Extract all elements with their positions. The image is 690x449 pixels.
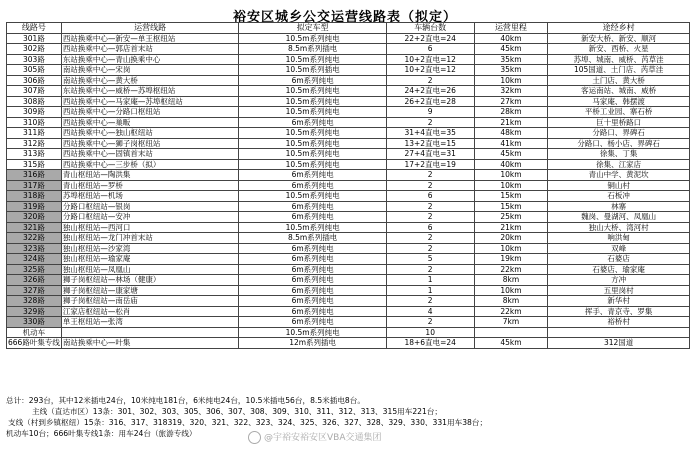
header-route-path: 运营线路 [61,23,239,34]
vehicle-type-cell: 6m系列纯电 [239,75,386,86]
route-path-cell: 西站换乘中心—马家庵—苏埠枢纽站 [61,96,239,107]
table-row [7,170,690,181]
route-number-cell: 318路 [7,191,62,202]
vehicle-type-cell: 10.5m系列纯电 [239,327,386,338]
watermark [248,430,382,444]
table-row [7,191,690,202]
header-via-villages: 途经乡村 [548,23,690,34]
vehicle-type-cell: 6m系列纯电 [239,117,386,128]
vehicle-count-cell: 2 [386,264,474,275]
route-path-cell: 西站换乘中心—狮子岗枢纽站 [61,138,239,149]
table-row [7,75,690,86]
vehicle-count-cell: 6 [386,44,474,55]
route-path-cell: 独山枢纽站—西河口 [61,222,239,233]
table-header-row [7,23,690,34]
route-number-cell: 315路 [7,159,62,170]
via-villages-cell: 分路口、杨小店、界碑石 [548,138,690,149]
via-villages-cell: 五里岗村 [548,285,690,296]
mileage-cell: 8km [474,275,548,286]
mileage-cell: 10km [474,170,548,181]
route-number-cell: 316路 [7,170,62,181]
watermark-text: @宇裕安裕安区VBA交通集团 [264,433,382,443]
route-path-cell: 江家店枢纽站—松肖 [61,306,239,317]
route-number-cell: 320路 [7,212,62,223]
route-number-cell: 311路 [7,128,62,139]
vehicle-count-cell: 2 [386,212,474,223]
vehicle-type-cell: 6m系列纯电 [239,275,386,286]
route-path-cell: 狮子岗枢纽站—林场（健康） [61,275,239,286]
via-villages-cell: 客运南站、城南、威桥 [548,86,690,97]
route-number-cell: 317路 [7,180,62,191]
via-villages-cell: 土门店、黄大桥 [548,75,690,86]
route-number-cell: 330路 [7,317,62,328]
table-row [7,275,690,286]
via-villages-cell: 苏埠、城南、威桥、芮草洼 [548,54,690,65]
route-path-cell: 南站换乘中心—叶集 [61,338,239,349]
mileage-cell: 45km [474,149,548,160]
mileage-cell: 35km [474,65,548,76]
route-number-cell: 666路叶集专线 [8,338,60,347]
table-row [7,254,690,265]
mileage-cell: 19km [474,254,548,265]
table-row [7,54,690,65]
table-row [7,159,690,170]
vehicle-type-cell: 10.5m系列纯电 [239,86,386,97]
via-villages-cell: 马家庵、韩摆渡 [548,96,690,107]
mileage-cell: 21km [474,117,548,128]
vehicle-type-cell: 6m系列纯电 [239,264,386,275]
vehicle-type-cell: 10.5m系列纯电 [239,159,386,170]
route-path-cell [61,327,239,338]
route-path-cell: 西站换乘中心—新安—单王枢纽站 [61,33,239,44]
vehicle-count-cell: 2 [386,243,474,254]
route-path-cell: 独山枢纽站—沙家湾 [61,243,239,254]
route-number-cell: 312路 [7,138,62,149]
vehicle-type-cell: 6m系列纯电 [239,243,386,254]
route-number-cell: 329路 [7,306,62,317]
vehicle-count-cell: 10+2直电=12 [386,54,474,65]
vehicle-type-cell: 10.5m系列插电 [239,65,386,76]
vehicle-count-cell: 24+2直电=26 [386,86,474,97]
vehicle-type-cell: 10.5m系列纯电 [239,191,386,202]
table-row [7,317,690,328]
route-path-cell: 西站换乘中心—三步桥（拟） [61,159,239,170]
vehicle-type-cell: 6m系列纯电 [239,285,386,296]
mileage-cell: 20km [474,233,548,244]
mileage-cell: 35km [474,54,548,65]
route-path-cell: 分路口枢纽站—安冲 [61,212,239,223]
vehicle-type-cell: 6m系列纯电 [239,212,386,223]
route-path-cell: 苏埠枢纽站—机场 [61,191,239,202]
route-path-cell: 分路口枢纽站—银岗 [61,201,239,212]
table-row [7,222,690,233]
route-number-cell: 323路 [7,243,62,254]
mileage-cell: 22km [474,264,548,275]
vehicle-type-cell: 6m系列纯电 [239,296,386,307]
route-number-cell: 305路 [7,65,62,76]
route-number-cell: 324路 [7,254,62,265]
header-route-number: 线路号 [7,23,62,34]
vehicle-count-cell: 22+2直电=24 [386,33,474,44]
via-villages-cell: 105国道、土门店、芮草洼 [548,65,690,76]
vehicle-count-cell: 2 [386,233,474,244]
via-villages-cell: 徐集、江家店 [548,159,690,170]
route-path-cell: 东站换乘中心—威桥—苏埠枢纽站 [61,86,239,97]
table-row [7,285,690,296]
route-path-cell: 狮子岗枢纽站—南岳庙 [61,296,239,307]
table-row [7,86,690,97]
via-villages-cell: 巨十里桥路口 [548,117,690,128]
route-path-cell: 西站换乘中心—独山枢纽站 [61,128,239,139]
route-number-cell: 326路 [7,275,62,286]
vehicle-count-cell: 1 [386,275,474,286]
vehicle-count-cell: 2 [386,170,474,181]
mileage-cell: 8km [474,296,548,307]
vehicle-type-cell: 6m系列纯电 [239,317,386,328]
mileage-cell: 10km [474,180,548,191]
vehicle-type-cell: 10.5m系列纯电 [239,222,386,233]
note-special: 机动车10台；666叶集专线1条：用车24台（旅游专线） [6,429,197,438]
vehicle-count-cell: 31+4直电=35 [386,128,474,139]
route-number-cell: 313路 [7,149,62,160]
via-villages-cell: 林寨 [548,201,690,212]
route-number-cell: 321路 [7,222,62,233]
route-table [6,22,690,349]
via-villages-cell: 青山中学、黄泥坎 [548,170,690,181]
mileage-cell: 10km [474,285,548,296]
route-path-cell: 狮子岗枢纽站—康家塘 [61,285,239,296]
table-row [7,33,690,44]
vehicle-type-cell: 6m系列纯电 [239,201,386,212]
vehicle-type-cell: 6m系列纯电 [239,254,386,265]
table-row [7,149,690,160]
header-mileage: 运营里程 [474,23,548,34]
watermark-logo-icon [248,431,261,444]
vehicle-type-cell: 6m系列纯电 [239,306,386,317]
vehicle-count-cell: 6 [386,191,474,202]
mileage-cell: 41km [474,138,548,149]
vehicle-count-cell: 26+2直电=28 [386,96,474,107]
mileage-cell: 15km [474,191,548,202]
vehicle-count-cell: 10 [386,327,474,338]
mileage-cell: 40km [474,33,548,44]
route-number-cell: 机动车 [7,327,62,338]
mileage-cell: 45km [474,44,548,55]
table-row [7,128,690,139]
via-villages-cell: 新华村 [548,296,690,307]
route-path-cell: 青山枢纽站—陶洪集 [61,170,239,181]
via-villages-cell: 独山大桥、湾河村 [548,222,690,233]
vehicle-count-cell: 27+4直电=31 [386,149,474,160]
route-path-cell: 单王枢纽站—张湾 [61,317,239,328]
route-number-cell: 325路 [7,264,62,275]
route-number-cell: 308路 [7,96,62,107]
table-row [7,117,690,128]
route-path-cell: 西站换乘中心—固镇首末站 [61,149,239,160]
mileage-cell: 15km [474,201,548,212]
via-villages-cell: 石婆店、瑜家庵 [548,264,690,275]
route-number-cell: 302路 [7,44,62,55]
via-villages-cell: 徐集、丁集 [548,149,690,160]
route-number-cell: 303路 [7,54,62,65]
mileage-cell: 32km [474,86,548,97]
vehicle-count-cell: 2 [386,296,474,307]
mileage-cell: 25km [474,212,548,223]
via-villages-cell: 平桥工业园、寨石桥 [548,107,690,118]
note-main-lines: 主线（直达市区）13条：301、302、303、305、306、307、308、309、310、311、312、313、315用车221台； [32,407,443,416]
table-row [7,264,690,275]
vehicle-type-cell: 10.5m系列纯电 [239,54,386,65]
table-row [7,180,690,191]
vehicle-type-cell: 10.5m系列纯电 [239,138,386,149]
via-villages-cell: 响洪甸 [548,233,690,244]
route-path-cell: 西站换乘中心—分路口枢纽站 [61,107,239,118]
mileage-cell: 28km [474,107,548,118]
vehicle-count-cell: 5 [386,254,474,265]
route-number-cell: 310路 [7,117,62,128]
route-path-cell: 青山枢纽站—罗桥 [61,180,239,191]
vehicle-type-cell: 8.5m系列插电 [239,233,386,244]
route-path-cell: 南站换乘中心—宋岗 [61,65,239,76]
vehicle-count-cell: 17+2直电=19 [386,159,474,170]
route-number-cell: 327路 [7,285,62,296]
vehicle-type-cell: 10.5m系列纯电 [239,96,386,107]
mileage-cell [474,327,548,338]
via-villages-cell: 312国道 [548,338,690,349]
route-number-cell: 309路 [7,107,62,118]
header-vehicle-type: 拟定车型 [239,23,386,34]
route-table-body [7,33,690,348]
mileage-cell: 21km [474,222,548,233]
vehicle-count-cell: 6 [386,222,474,233]
mileage-cell: 48km [474,128,548,139]
vehicle-type-cell: 10.5m系列纯电 [239,33,386,44]
table-row [7,107,690,118]
route-number-cell: 307路 [7,86,62,97]
route-number-cell: 319路 [7,201,62,212]
mileage-cell: 22km [474,306,548,317]
route-path-cell: 西站换乘中心—郭店首末站 [61,44,239,55]
table-row [7,65,690,76]
page-title: 裕安区城乡公交运营线路表（拟定） [232,10,457,25]
mileage-cell: 10km [474,243,548,254]
mileage-cell: 27km [474,96,548,107]
vehicle-count-cell: 2 [386,117,474,128]
table-row [7,296,690,307]
table-row [7,44,690,55]
vehicle-type-cell: 10.5m系列纯电 [239,107,386,118]
via-villages-cell: 方冲 [548,275,690,286]
route-path-cell: 独山枢纽站—凤凰山 [61,264,239,275]
table-row [7,327,690,338]
vehicle-type-cell: 10.5m系列纯电 [239,149,386,160]
via-villages-cell: 铜山村 [548,180,690,191]
vehicle-count-cell: 2 [386,201,474,212]
via-villages-cell: 分路口、界碑石 [548,128,690,139]
table-row [7,233,690,244]
via-villages-cell: 裕桥村 [548,317,690,328]
vehicle-type-cell: 10.5m系列纯电 [239,128,386,139]
route-number-cell: 306路 [7,75,62,86]
vehicle-type-cell: 6m系列纯电 [239,170,386,181]
table-row [7,338,690,349]
table-row [7,138,690,149]
vehicle-count-cell: 1 [386,285,474,296]
route-path-cell: 南站换乘中心—黄大桥 [61,75,239,86]
table-row [7,306,690,317]
vehicle-count-cell: 18+6直电=24 [386,338,474,349]
route-number-cell: 328路 [7,296,62,307]
route-number-cell: 322路 [7,233,62,244]
table-row [7,201,690,212]
header-vehicle-count: 车辆台数 [386,23,474,34]
via-villages-cell: 挥手、青京寺、罗集 [548,306,690,317]
vehicle-count-cell: 4 [386,306,474,317]
table-row [7,243,690,254]
note-total: 总计：293台，其中12米插电24台，10米纯电181台，6米纯电24台，10.5米插电56台，8.5米插电8台。 [6,396,365,405]
route-path-cell: 独山枢纽站—瑜家庵 [61,254,239,265]
via-villages-cell: 新安、西桥、火星 [548,44,690,55]
vehicle-type-cell: 8.5m系列插电 [239,44,386,55]
table-row [7,96,690,107]
vehicle-count-cell: 10+2直电=12 [386,65,474,76]
vehicle-count-cell: 2 [386,75,474,86]
route-number-cell: 301路 [7,33,62,44]
via-villages-cell: 石婆店 [548,254,690,265]
vehicle-count-cell: 9 [386,107,474,118]
via-villages-cell: 双峰 [548,243,690,254]
via-villages-cell: 新安大桥、新安、顺河 [548,33,690,44]
table-row [7,212,690,223]
vehicle-count-cell: 13+2直电=15 [386,138,474,149]
route-path-cell: 西站换乘中心—巢畈 [61,117,239,128]
mileage-cell: 40km [474,159,548,170]
vehicle-count-cell: 2 [386,317,474,328]
via-villages-cell: 石板冲 [548,191,690,202]
note-branch-lines: 支线（村到乡镇枢纽）15条：316、317、318319、320、321、322、323、324、325、326、327、328、329、330、331用车38台； [8,418,488,427]
vehicle-type-cell: 6m系列纯电 [239,180,386,191]
mileage-cell: 7km [474,317,548,328]
mileage-cell: 10km [474,75,548,86]
route-path-cell: 独山枢纽站—龙门冲首末站 [61,233,239,244]
mileage-cell: 45km [474,338,548,349]
vehicle-count-cell: 2 [386,180,474,191]
via-villages-cell: 魏岗、曼湖河、凤凰山 [548,212,690,223]
via-villages-cell [548,327,690,338]
route-path-cell: 东站换乘中心—青山换乘中心 [61,54,239,65]
vehicle-type-cell: 12m系列插电 [239,338,386,349]
